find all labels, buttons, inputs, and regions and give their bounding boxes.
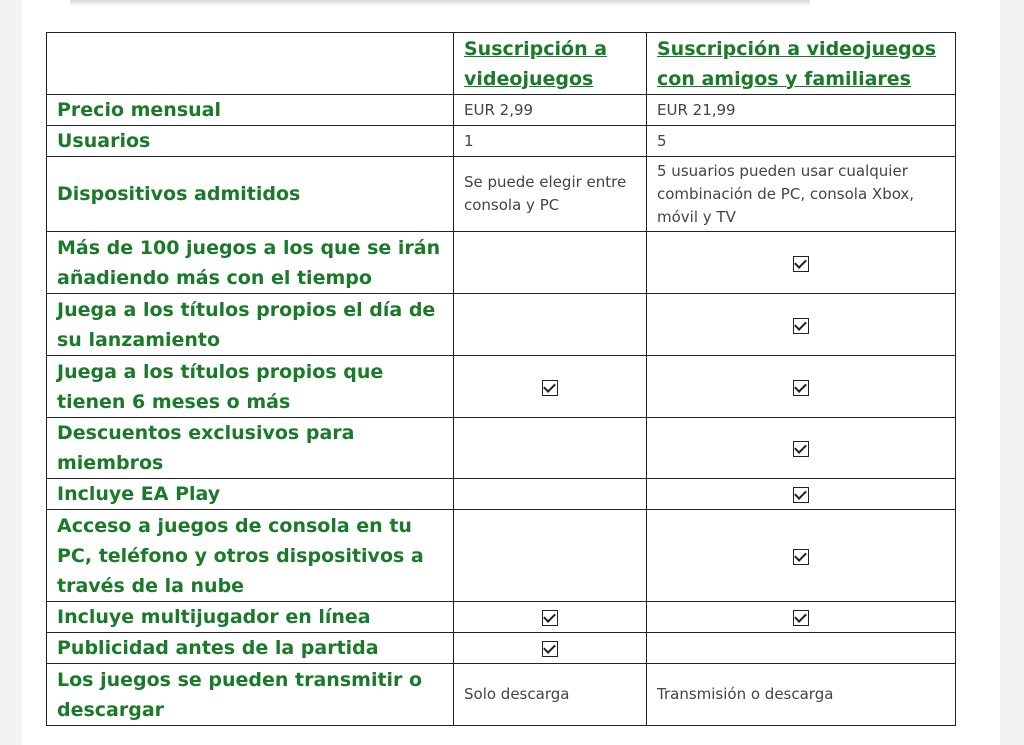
feature-label: Dispositivos admitidos (47, 157, 454, 232)
plan-2-value: 5 (647, 126, 956, 157)
feature-label: Más de 100 juegos a los que se irán añadiendo más con el tiempo (47, 232, 454, 294)
checked-box-icon (793, 256, 809, 272)
checked-box-icon (542, 610, 558, 626)
plan-2-value: Transmisión o descarga (647, 664, 956, 726)
checked-box-icon (793, 487, 809, 503)
table-row (47, 294, 956, 356)
table-row (47, 356, 956, 418)
checked-box-icon (542, 380, 558, 396)
checked-box-icon (793, 549, 809, 565)
checked-box-icon (793, 318, 809, 334)
plan-1-header-link[interactable]: Suscripción a videojuegos (454, 33, 647, 95)
feature-label: Incluye EA Play (47, 479, 454, 510)
table-row (47, 157, 956, 232)
checked-box-icon (793, 441, 809, 457)
table-row (47, 418, 956, 479)
table-row (47, 602, 956, 633)
plan-2-cell (647, 602, 956, 633)
table-row (47, 95, 956, 126)
plan-1-value: Solo descarga (454, 664, 647, 726)
plan-1-cell (454, 510, 647, 602)
feature-label: Descuentos exclusivos para miembros (47, 418, 454, 479)
cut-off-text-above (70, 0, 810, 6)
plan-2-cell (647, 633, 956, 664)
feature-label: Los juegos se pueden transmitir o descargar (47, 664, 454, 726)
checked-box-icon (793, 610, 809, 626)
feature-label: Juega a los títulos propios el día de su lanzamiento (47, 294, 454, 356)
table-row (47, 126, 956, 157)
plan-2-cell (647, 356, 956, 418)
plan-2-cell (647, 510, 956, 602)
plan-1-value: Se puede elegir entre consola y PC (454, 157, 647, 232)
plan-1-cell (454, 232, 647, 294)
feature-label: Acceso a juegos de consola en tu PC, teléfono y otros dispositivos a través de la nube (47, 510, 454, 602)
plan-1-cell (454, 479, 647, 510)
plan-1-cell (454, 602, 647, 633)
table-row (47, 232, 956, 294)
checked-box-icon (793, 380, 809, 396)
plan-1-cell (454, 633, 647, 664)
checked-box-icon (542, 641, 558, 657)
table-row (47, 479, 956, 510)
table-row (47, 633, 956, 664)
header-empty-cell (47, 33, 454, 95)
plan-1-cell (454, 294, 647, 356)
feature-label: Juega a los títulos propios que tienen 6 meses o más (47, 356, 454, 418)
plan-2-cell (647, 232, 956, 294)
plan-2-value: EUR 21,99 (647, 95, 956, 126)
table-row (47, 664, 956, 726)
plan-2-value: 5 usuarios pueden usar cualquier combinación de PC, consola Xbox, móvil y TV (647, 157, 956, 232)
plan-1-cell (454, 356, 647, 418)
feature-label: Publicidad antes de la partida (47, 633, 454, 664)
comparison-table (46, 32, 956, 726)
plan-2-cell (647, 294, 956, 356)
plan-2-cell (647, 418, 956, 479)
plan-1-value: EUR 2,99 (454, 95, 647, 126)
feature-label: Incluye multijugador en línea (47, 602, 454, 633)
table-row (47, 510, 956, 602)
table-header-row (47, 33, 956, 95)
feature-label: Precio mensual (47, 95, 454, 126)
plan-1-value: 1 (454, 126, 647, 157)
plan-1-cell (454, 418, 647, 479)
plan-2-cell (647, 479, 956, 510)
plan-2-header-link[interactable]: Suscripción a videojuegos con amigos y familiares (647, 33, 956, 95)
feature-label: Usuarios (47, 126, 454, 157)
